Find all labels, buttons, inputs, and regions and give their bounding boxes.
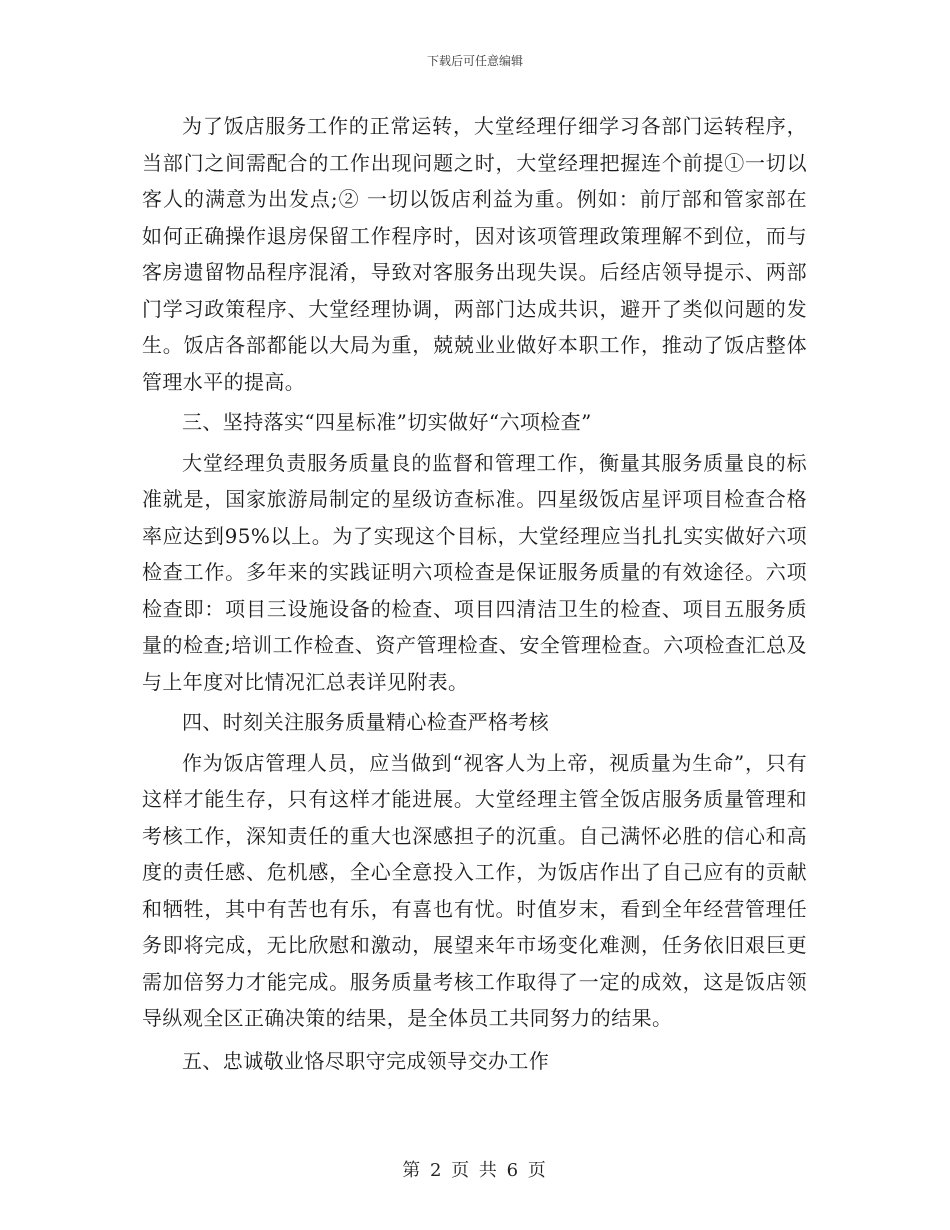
section-heading-four: 四、时刻关注服务质量精心检查严格考核 [182,710,550,734]
paragraph-coordination: 为了饭店服务工作的正常运转，大堂经理仔细学习各部门运转程序，当部门之间需配合的工作出现问题之时，大堂经理把握连个前提①一切以客人的满意为出发点;② 一切以饭店利益为重。例如：前厅部和管家部在如何正确操作退房保留工作程序时，因对该项管理政策理解不到位，而与客房遗留物品程序混淆，导致对客服务出现失误。后经店领导提示、两部门学习政策程序、大堂经理协调，两部门达成共识，避开了类似问题的发生。饭店各部都能以大局为重，兢兢业业做好本职工作，推动了饭店整体管理水平的提高。 [142,114,807,394]
page-number: 第 2 页 共 6 页 [402,1160,548,1181]
page-header-note: 下载后可任意编辑 [426,54,523,68]
section-heading-three: 三、坚持落实“四星标准”切实做好“六项检查” [182,410,592,434]
paragraph-six-inspections: 大堂经理负责服务质量良的监督和管理工作，衡量其服务质量良的标准就是，国家旅游局制定的星级访查标准。四星级饭店星评项目检查合格率应达到95%以上。为了实现这个目标，大堂经理应当扎扎实实做好六项检查工作。多年来的实践证明六项检查是保证服务质量的有效途径。六项检查即：项目三设施设备的检查、项目四清洁卫生的检查、项目五服务质量的检查;培训工作检查、资产管理检查、安全管理检查。六项检查汇总及与上年度对比情况汇总表详见附表。 [142,450,807,694]
paragraph-quality-assessment: 作为饭店管理人员，应当做到“视客人为上帝，视质量为生命”，只有这样才能生存，只有这样才能进展。大堂经理主管全饭店服务质量管理和考核工作，深知责任的重大也深感担子的沉重。自己满怀必胜的信心和高度的责任感、危机感，全心全意投入工作，为饭店作出了自己应有的贡献和牺牲，其中有苦也有乐，有喜也有忧。时值岁末，看到全年经营管理任务即将完成，无比欣慰和激动，展望来年市场变化难测，任务依旧艰巨更需加倍努力才能完成。服务质量考核工作取得了一定的成效，这是饭店领导纵观全区正确决策的结果，是全体员工共同努力的结果。 [142,750,807,1030]
section-heading-five: 五、忠诚敬业恪尽职守完成领导交办工作 [182,1048,550,1073]
document-body [142,108,807,1079]
